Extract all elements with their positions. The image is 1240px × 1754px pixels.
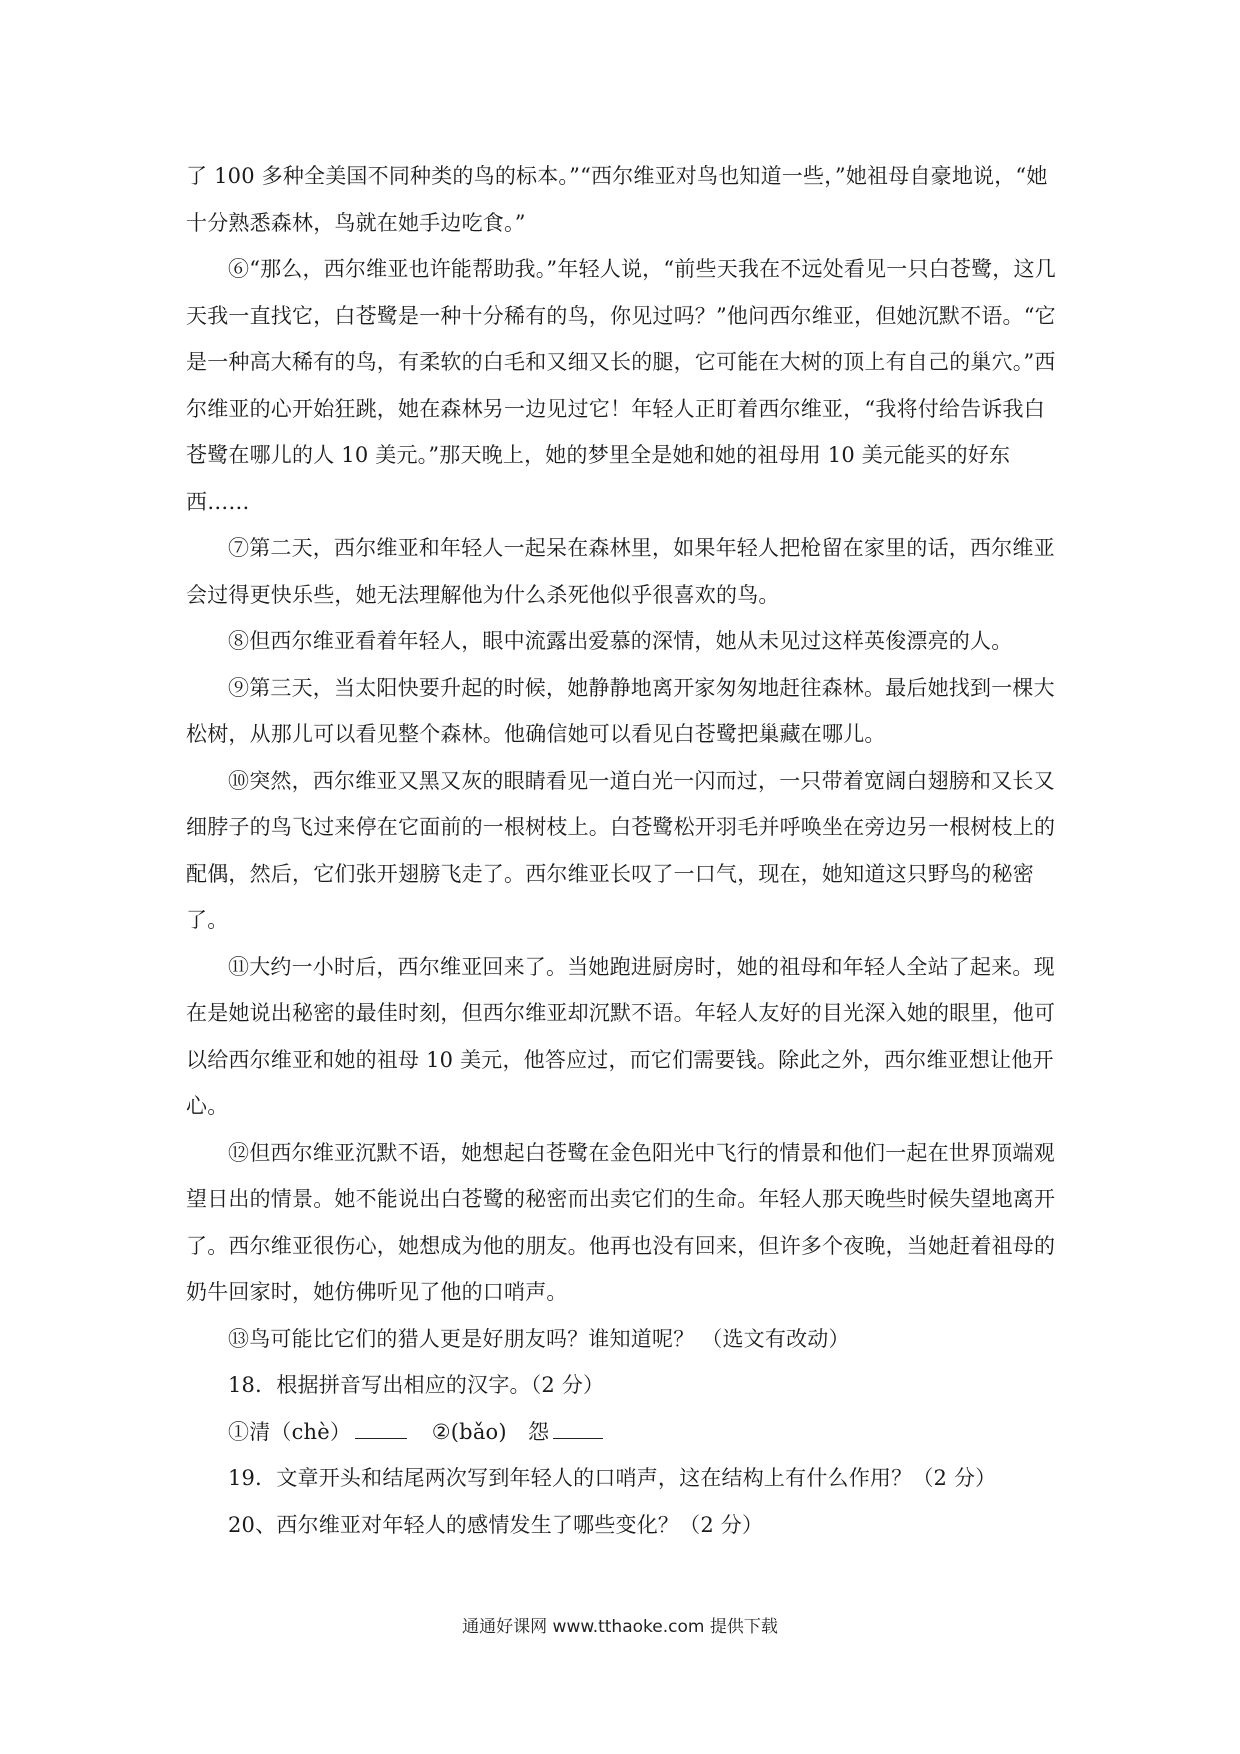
page-footer: 通通好课网 www.tthaoke.com 提供下载 — [462, 1617, 778, 1637]
paragraph-5-tail: 了 100 多种全美国不同种类的鸟的标本。”“西尔维亚对鸟也知道一些，”她祖母自豪地说，“她十分熟悉森林，鸟就在她手边吃食。” — [186, 164, 1048, 235]
question-19: 19．文章开头和结尾两次写到年轻人的口哨声，这在结构上有什么作用？（2 分） — [228, 1466, 997, 1490]
paragraph-10: ⑩突然，西尔维亚又黑又灰的眼睛看见一道白光一闪而过，一只带着宽阔白翅膀和又长又细脖子的鸟飞过来停在它面前的一根树枝上。白苍鹭松开羽毛并呼唤坐在旁边另一根树枝上的配偶，然后，它们张开翅膀飞走了。西尔维亚长叹了一口气，现在，她知道这只野鸟的秘密了。 — [186, 768, 1056, 932]
paragraph-8: ⑧但西尔维亚看着年轻人，眼中流露出爱慕的深情，她从未见过这样英俊漂亮的人。 — [228, 629, 1013, 653]
question-20: 20、西尔维亚对年轻人的感情发生了哪些变化？（2 分） — [228, 1512, 764, 1537]
paragraph-13: ⑬鸟可能比它们的猎人更是好朋友吗？谁知道呢？ （选文有改动） — [228, 1326, 850, 1351]
question-18-item-2: ②(bǎo) 怨 — [431, 1419, 550, 1444]
answer-blank-2[interactable] — [553, 1437, 603, 1439]
question-18-items — [186, 1409, 1066, 1456]
paragraph-12: ⑫但西尔维亚沉默不语，她想起白苍鹭在金色阳光中飞行的情景和他们一起在世界顶端观望日出的情景。她不能说出白苍鹭的秘密而出卖它们的生命。年轻人那天晚些时候失望地离开了。西尔维亚很伤心，她想成为他的朋友。他再也没有回来，但许多个夜晚，当她赶着祖母的奶牛回家时，她仿佛听见了他的口哨声。 — [186, 1140, 1056, 1304]
paragraph-7: ⑦第二天，西尔维亚和年轻人一起呆在森林里，如果年轻人把枪留在家里的话，西尔维亚会过得更快乐些，她无法理解他为什么杀死他似乎很喜欢的鸟。 — [186, 536, 1055, 607]
paragraph-9: ⑨第三天，当太阳快要升起的时候，她静静地离开家匆匆地赶往森林。最后她找到一棵大松树，从那儿可以看见整个森林。他确信她可以看见白苍鹭把巢藏在哪儿。 — [186, 675, 1055, 746]
question-18-item-1: ①清（chè） — [228, 1419, 352, 1444]
paragraph-6: ⑥“那么，西尔维亚也许能帮助我。”年轻人说，“前些天我在不远处看见一只白苍鹭，这几天我一直找它，白苍鹭是一种十分稀有的鸟，你见过吗？”他问西尔维亚，但她沉默不语。“它是一种高大稀有的鸟，有柔软的白毛和又细又长的腿，它可能在大树的顶上有自己的巢穴。”西尔维亚的心开始狂跳，她在森林另一边见过它！年轻人正盯着西尔维亚，“我将付给告诉我白苍鹭在哪儿的人 10 美元。”那天晚上，她的梦里全是她和她的祖母用 10 美元能买的好东西…… — [186, 257, 1056, 514]
question-18: 18．根据拼音写出相应的汉字。（2 分） — [228, 1373, 605, 1397]
paragraph-11: ⑪大约一小时后，西尔维亚回来了。当她跑进厨房时，她的祖母和年轻人全站了起来。现在是她说出秘密的最佳时刻，但西尔维亚却沉默不语。年轻人友好的目光深入她的眼里，他可以给西尔维亚和她的祖母 10 美元，他答应过，而它们需要钱。除此之外，西尔维亚想让他开心。 — [186, 954, 1056, 1118]
article-body — [186, 153, 1066, 1548]
answer-blank-1[interactable] — [355, 1437, 407, 1439]
